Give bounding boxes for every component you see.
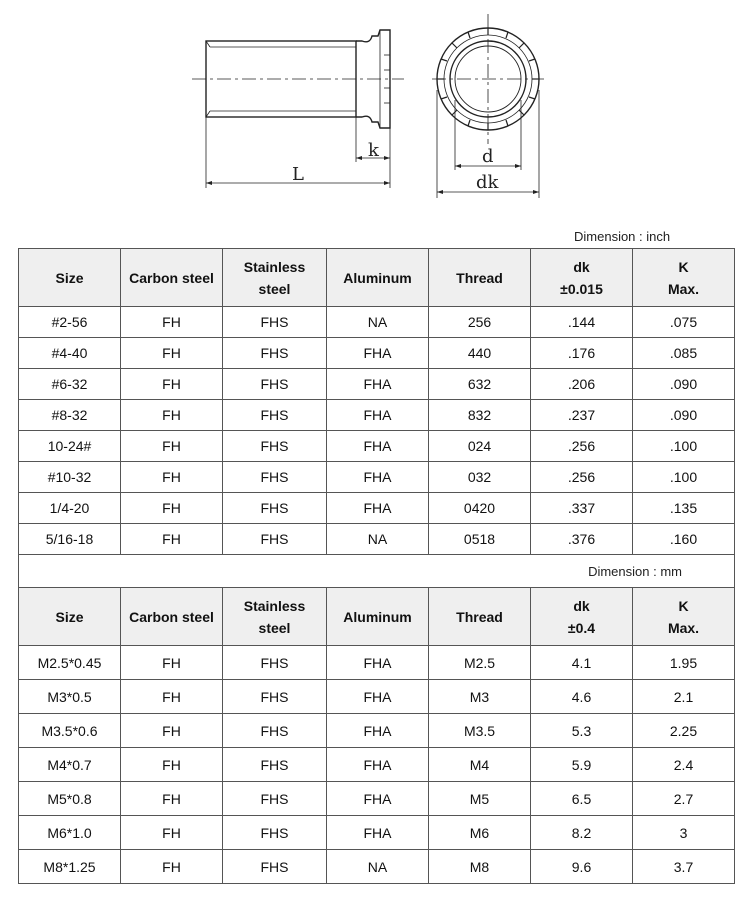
cell-size: #4-40: [19, 338, 121, 369]
mm-unit-label: Dimension : mm: [19, 555, 735, 588]
cell-size: #2-56: [19, 307, 121, 338]
cell-k-max: 2.25: [633, 714, 735, 748]
cell-size: M5*0.8: [19, 782, 121, 816]
header-dk: dk ±0.4: [531, 588, 633, 646]
k-dimension-label: k: [368, 140, 379, 161]
cell-stainless-steel: FHS: [223, 850, 327, 884]
cell-stainless-steel: FHS: [223, 462, 327, 493]
cell-size: 5/16-18: [19, 524, 121, 555]
cell-carbon-steel: FH: [121, 493, 223, 524]
cell-carbon-steel: FH: [121, 400, 223, 431]
cell-k-max: 1.95: [633, 646, 735, 680]
header-carbon-steel: Carbon steel: [121, 249, 223, 307]
header-aluminum: Aluminum: [327, 588, 429, 646]
cell-carbon-steel: FH: [121, 782, 223, 816]
header-thread: Thread: [429, 588, 531, 646]
cell-k-max: .100: [633, 462, 735, 493]
cell-stainless-steel: FHS: [223, 816, 327, 850]
cell-dk: 5.3: [531, 714, 633, 748]
cell-aluminum: FHA: [327, 369, 429, 400]
cell-carbon-steel: FH: [121, 524, 223, 555]
cell-dk: .256: [531, 462, 633, 493]
cell-stainless-steel: FHS: [223, 338, 327, 369]
dk-dimension-label: dk: [476, 172, 499, 193]
cell-aluminum: FHA: [327, 462, 429, 493]
cell-dk: .237: [531, 400, 633, 431]
inch-header-row: [19, 249, 735, 307]
cell-k-max: .135: [633, 493, 735, 524]
cell-dk: 4.6: [531, 680, 633, 714]
cell-thread: 024: [429, 431, 531, 462]
cell-stainless-steel: FHS: [223, 307, 327, 338]
table-row: [19, 369, 735, 400]
cell-carbon-steel: FH: [121, 431, 223, 462]
table-row: [19, 431, 735, 462]
cell-k-max: 3.7: [633, 850, 735, 884]
header-k-max: K Max.: [633, 588, 735, 646]
cell-thread: 632: [429, 369, 531, 400]
cell-stainless-steel: FHS: [223, 400, 327, 431]
header-carbon-steel: Carbon steel: [121, 588, 223, 646]
cell-thread: M8: [429, 850, 531, 884]
table-row: [19, 782, 735, 816]
table-row: [19, 400, 735, 431]
cell-thread: M6: [429, 816, 531, 850]
table-row: [19, 338, 735, 369]
cell-dk: 6.5: [531, 782, 633, 816]
table-row: [19, 307, 735, 338]
table-row: [19, 714, 735, 748]
cell-k-max: 2.4: [633, 748, 735, 782]
cell-carbon-steel: FH: [121, 307, 223, 338]
L-dimension-label: L: [292, 164, 304, 185]
cell-thread: 256: [429, 307, 531, 338]
cell-aluminum: FHA: [327, 646, 429, 680]
cell-stainless-steel: FHS: [223, 714, 327, 748]
mm-unit-row: [19, 555, 735, 588]
header-aluminum: Aluminum: [327, 249, 429, 307]
cell-stainless-steel: FHS: [223, 748, 327, 782]
table-row: [19, 748, 735, 782]
mm-header-row: [19, 588, 735, 646]
cell-k-max: 2.7: [633, 782, 735, 816]
cell-thread: 440: [429, 338, 531, 369]
cell-stainless-steel: FHS: [223, 646, 327, 680]
cell-size: #8-32: [19, 400, 121, 431]
header-k-max: K Max.: [633, 249, 735, 307]
header-size: Size: [19, 588, 121, 646]
cell-k-max: .085: [633, 338, 735, 369]
table-row: [19, 816, 735, 850]
cell-dk: .206: [531, 369, 633, 400]
cell-dk: .376: [531, 524, 633, 555]
cell-dk: 9.6: [531, 850, 633, 884]
stud-technical-drawing: [0, 0, 750, 225]
header-stainless-steel: Stainless steel: [223, 249, 327, 307]
cell-thread: M2.5: [429, 646, 531, 680]
cell-aluminum: FHA: [327, 338, 429, 369]
cell-aluminum: FHA: [327, 680, 429, 714]
cell-k-max: .075: [633, 307, 735, 338]
cell-aluminum: FHA: [327, 782, 429, 816]
cell-carbon-steel: FH: [121, 369, 223, 400]
cell-size: 1/4-20: [19, 493, 121, 524]
header-dk: dk ±0.015: [531, 249, 633, 307]
table-row: [19, 850, 735, 884]
cell-size: 10-24#: [19, 431, 121, 462]
cell-k-max: .090: [633, 400, 735, 431]
cell-aluminum: FHA: [327, 816, 429, 850]
cell-dk: 8.2: [531, 816, 633, 850]
header-size: Size: [19, 249, 121, 307]
cell-thread: M5: [429, 782, 531, 816]
cell-k-max: .100: [633, 431, 735, 462]
header-stainless-steel: Stainless steel: [223, 588, 327, 646]
cell-thread: 0420: [429, 493, 531, 524]
cell-carbon-steel: FH: [121, 850, 223, 884]
cell-size: M3.5*0.6: [19, 714, 121, 748]
cell-dk: .176: [531, 338, 633, 369]
header-thread: Thread: [429, 249, 531, 307]
cell-thread: M4: [429, 748, 531, 782]
cell-size: #6-32: [19, 369, 121, 400]
cell-aluminum: FHA: [327, 714, 429, 748]
cell-thread: M3: [429, 680, 531, 714]
cell-thread: 032: [429, 462, 531, 493]
spec-table: [18, 248, 735, 884]
cell-thread: 832: [429, 400, 531, 431]
cell-size: M2.5*0.45: [19, 646, 121, 680]
cell-k-max: .090: [633, 369, 735, 400]
cell-dk: 4.1: [531, 646, 633, 680]
cell-stainless-steel: FHS: [223, 369, 327, 400]
cell-carbon-steel: FH: [121, 338, 223, 369]
cell-thread: 0518: [429, 524, 531, 555]
cell-carbon-steel: FH: [121, 748, 223, 782]
cell-carbon-steel: FH: [121, 462, 223, 493]
table-row: [19, 493, 735, 524]
cell-aluminum: FHA: [327, 431, 429, 462]
cell-stainless-steel: FHS: [223, 782, 327, 816]
cell-k-max: 3: [633, 816, 735, 850]
cell-k-max: 2.1: [633, 680, 735, 714]
cell-stainless-steel: FHS: [223, 524, 327, 555]
cell-size: M4*0.7: [19, 748, 121, 782]
cell-size: M6*1.0: [19, 816, 121, 850]
cell-carbon-steel: FH: [121, 714, 223, 748]
cell-stainless-steel: FHS: [223, 431, 327, 462]
cell-stainless-steel: FHS: [223, 680, 327, 714]
cell-size: M3*0.5: [19, 680, 121, 714]
end-view: [432, 14, 544, 198]
inch-unit-label: Dimension : inch: [574, 229, 671, 244]
cell-dk: .337: [531, 493, 633, 524]
cell-aluminum: NA: [327, 850, 429, 884]
cell-carbon-steel: FH: [121, 646, 223, 680]
table-row: [19, 462, 735, 493]
cell-stainless-steel: FHS: [223, 493, 327, 524]
cell-carbon-steel: FH: [121, 816, 223, 850]
cell-thread: M3.5: [429, 714, 531, 748]
cell-aluminum: FHA: [327, 748, 429, 782]
cell-aluminum: FHA: [327, 493, 429, 524]
cell-k-max: .160: [633, 524, 735, 555]
cell-dk: 5.9: [531, 748, 633, 782]
table-row: [19, 680, 735, 714]
cell-size: M8*1.25: [19, 850, 121, 884]
table-row: [19, 646, 735, 680]
cell-carbon-steel: FH: [121, 680, 223, 714]
cell-dk: .144: [531, 307, 633, 338]
cell-aluminum: NA: [327, 524, 429, 555]
table-row: [19, 524, 735, 555]
cell-aluminum: NA: [327, 307, 429, 338]
cell-aluminum: FHA: [327, 400, 429, 431]
cell-size: #10-32: [19, 462, 121, 493]
cell-dk: .256: [531, 431, 633, 462]
d-dimension-label: d: [482, 146, 494, 167]
